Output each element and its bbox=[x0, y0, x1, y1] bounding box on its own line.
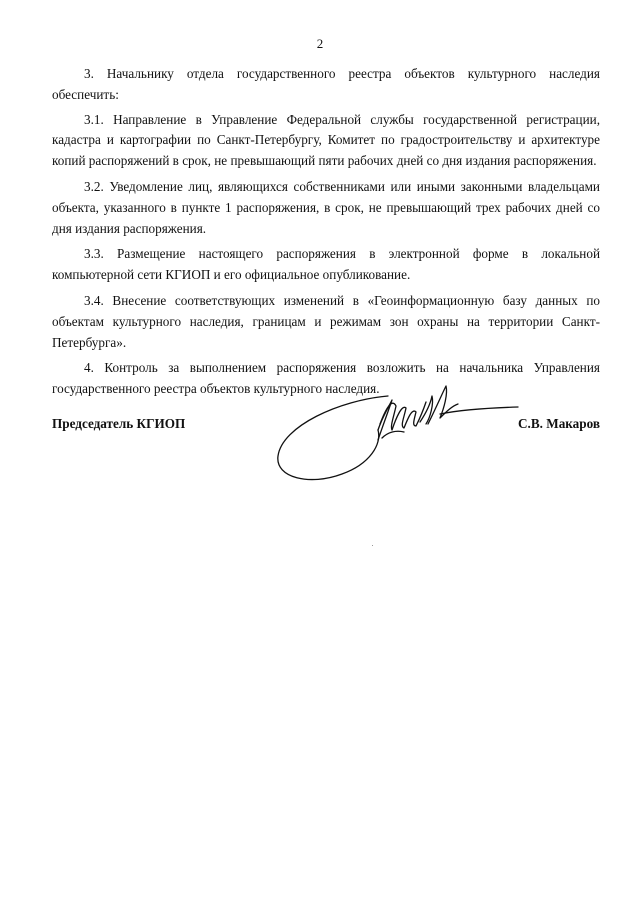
paragraph-4: 4. Контроль за выполнением распоряжения возложить на начальника Управления государственного реестра объектов культурного наследия. bbox=[52, 360, 600, 397]
paragraph-3-4: 3.4. Внесение соответствующих изменений в «Геоинформационную базу данных по объектам культурного наследия, границам и режимам зон охраны на территории Санкт-Петербурга». bbox=[52, 292, 600, 350]
document-body bbox=[52, 64, 600, 405]
scan-speck bbox=[372, 545, 373, 546]
signature-block bbox=[52, 416, 600, 438]
paragraph-3: 3. Начальнику отдела государственного реестра объектов культурного наследия обеспечить: bbox=[52, 66, 600, 102]
page-number: 2 bbox=[316, 36, 324, 51]
signatory-name: С.В. Макаров bbox=[518, 416, 600, 431]
paragraph-3-1: 3.1. Направление в Управление Федеральной службы государственной регистрации, кадастра и картографии по Санкт-Петербургу, Комитет по градостроительству и архитектуре копий распоряжений в срок, не превышающий пяти рабочих дней со дня издания распоряжения. bbox=[52, 111, 600, 169]
signatory-title: Председатель КГИОП bbox=[52, 416, 186, 431]
paragraph-3-3: 3.3. Размещение настоящего распоряжения в электронной форме в локальной компьютерной сети КГИОП и его официальное опубликование. bbox=[52, 246, 600, 283]
paragraph-3-2: 3.2. Уведомление лиц, являющихся собственниками или иными законными владельцами объекта, указанного в пункте 1 распоряжения, в срок, не превышающий трех рабочих дней со дня издания распоряжения. bbox=[52, 178, 600, 236]
